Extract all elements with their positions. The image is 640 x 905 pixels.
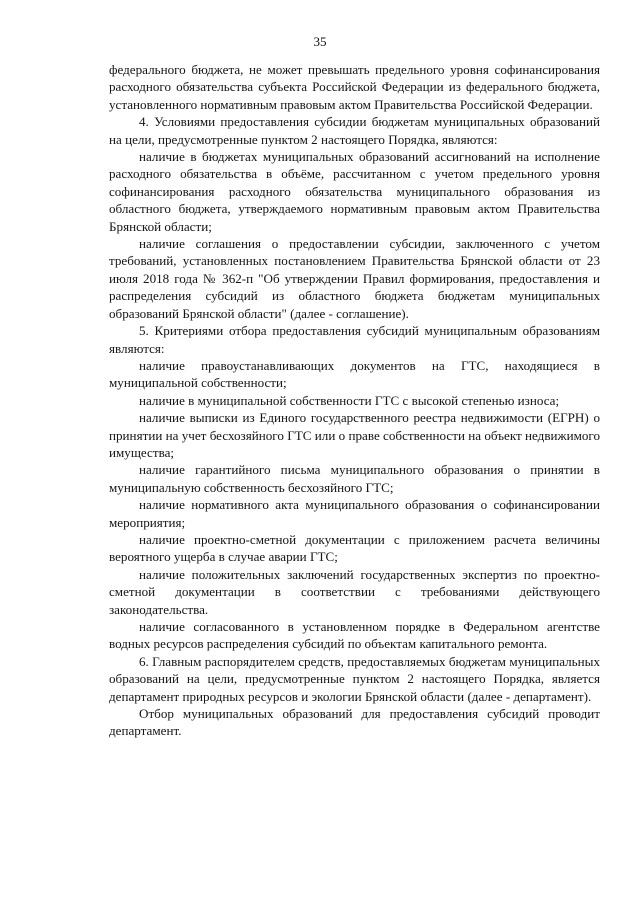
document-body xyxy=(109,0,600,740)
page-number: 35 xyxy=(313,34,327,49)
paragraph: наличие соглашения о предоставлении субсидии, заключенного с учетом требований, установленных постановлением Правительства Брянской области от 23 июля 2018 года № 362-п "Об утверждении Правил формирования, предоставления и распределения субсидий из областного бюджета бюджетам муниципальных образований Брянской области" (далее - соглашение). xyxy=(109,236,600,321)
paragraph: наличие проектно-сметной документации с приложением расчета величины вероятного ущерба в случае аварии ГТС; xyxy=(109,531,600,565)
paragraph: наличие в бюджетах муниципальных образований ассигнований на исполнение расходного обязательства в объёме, рассчитанном с учетом предельного уровня софинансирования расходного обязательства муниципального образования из областного бюджета, утверждаемого нормативным правовым актом Правительства Брянской области; xyxy=(109,149,600,234)
paragraph: наличие нормативного акта муниципального образования о софинансировании мероприятия; xyxy=(109,497,600,530)
paragraph: 5. Критериями отбора предоставления субсидий муниципальным образованиям являются: xyxy=(109,323,600,356)
paragraph: наличие положительных заключений государственных экспертиз по проектно-сметной документации в соответствии с требованиями действующего законодательства. xyxy=(109,566,600,617)
paragraph: 6. Главным распорядителем средств, предоставляемых бюджетам муниципальных образований на цели, предусмотренные пунктом 2 настоящего Порядка, является департамент природных ресурсов и экологии Брянской области (далее - департамент). xyxy=(109,653,600,704)
paragraph: Отбор муниципальных образований для предоставления субсидий проводит департамент. xyxy=(109,706,600,739)
paragraph: наличие правоустанавливающих документов на ГТС, находящиеся в муниципальной собственности; xyxy=(109,357,600,391)
paragraph: 4. Условиями предоставления субсидии бюджетам муниципальных образований на цели, предусмотренные пунктом 2 настоящего Порядка, являются: xyxy=(109,114,600,147)
paragraph: федерального бюджета, не может превышать предельного уровня софинансирования расходного обязательства субъекта Российской Федерации из федерального бюджета, установленного нормативным правовым актом Правительства Российской Федерации. xyxy=(109,62,600,112)
paragraph: наличие в муниципальной собственности ГТС с высокой степенью износа; xyxy=(139,392,560,408)
paragraph: наличие выписки из Единого государственного реестра недвижимости (ЕГРН) о принятии на учет бесхозяйного ГТС или о праве собственности на объект недвижимого имущества; xyxy=(109,410,600,460)
paragraph: наличие гарантийного письма муниципального образования о принятии в муниципальную собственность бесхозяйного ГТС; xyxy=(109,462,600,495)
paragraph: наличие согласованного в установленном порядке в Федеральном агентстве водных ресурсов распределения субсидий по объектам капитального ремонта. xyxy=(109,619,600,652)
